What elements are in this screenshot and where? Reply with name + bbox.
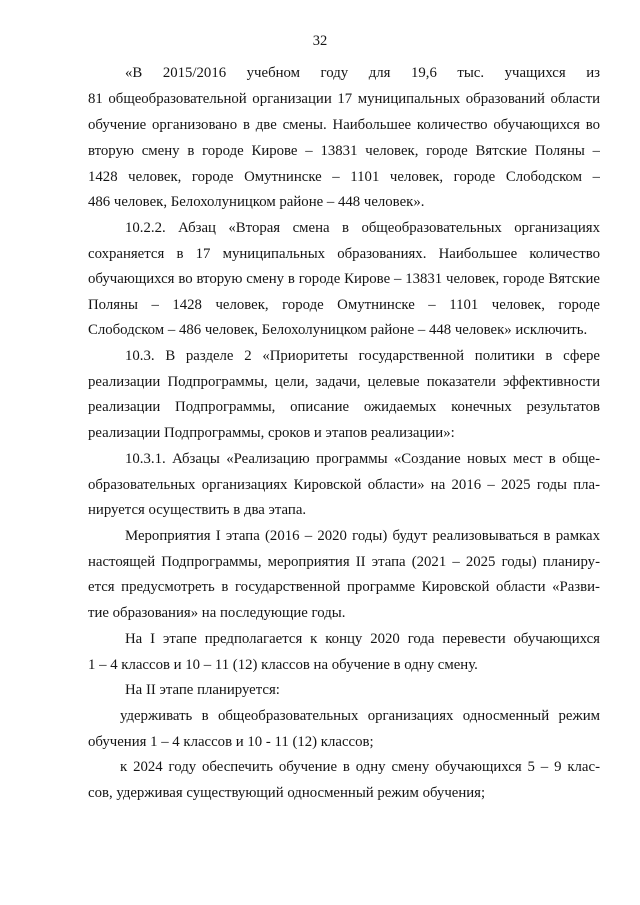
text-line: обучающихся во вторую смену в городе Кирове – 13831 человек, городе Вятские [88, 271, 600, 287]
text-line: к 2024 году обеспечить обучение в одну смену обучающихся 5 – 9 клас- [120, 759, 600, 775]
text-line: реализации Подпрограммы, цели, задачи, целевые показатели эффективности [88, 374, 600, 390]
text-line: ется предусмотреть в государственной программе Кировской области «Разви- [88, 579, 600, 595]
text-line: обучение организовано в две смены. Наибольшее количество обучающихся во [88, 117, 600, 133]
text-line: 486 человек, Белохолуницком районе – 448 человек». [88, 194, 425, 210]
text-line: реализации Подпрограммы, описание ожидаемых конечных результатов [88, 399, 600, 415]
text-line: 10.2.2. Абзац «Вторая смена в общеобразовательных организациях [125, 220, 600, 236]
text-line: реализации Подпрограммы, сроков и этапов реализации»: [88, 425, 455, 441]
text-line: настоящей Подпрограммы, мероприятия II этапа (2021 – 2025 годы) планиру- [88, 554, 600, 570]
text-line: 10.3. В разделе 2 «Приоритеты государственной политики в сфере [125, 348, 600, 364]
text-line: сов, удерживая существующий односменный режим обучения; [88, 785, 486, 801]
text-line: 1 – 4 классов и 10 – 11 (12) классов на обучение в одну смену. [88, 657, 478, 673]
text-line: образовательных организациях Кировской области» на 2016 – 2025 годы пла- [88, 477, 600, 493]
text-line: обучения 1 – 4 классов и 10 - 11 (12) классов; [88, 734, 374, 750]
text-line: нируется осуществить в два этапа. [88, 502, 307, 518]
text-line: «В 2015/2016 учебном году для 19,6 тыс. учащихся из [125, 65, 600, 81]
text-line: 10.3.1. Абзацы «Реализацию программы «Создание новых мест в обще- [125, 451, 600, 467]
text-line: удерживать в общеобразовательных организациях односменный режим [120, 708, 600, 724]
text-line: Слободском – 486 человек, Белохолуницком районе – 448 человек» исключить. [88, 322, 588, 338]
text-line: Поляны – 1428 человек, городе Омутнинске – 1101 человек, городе [88, 297, 600, 313]
text-line: тие образования» на последующие годы. [88, 605, 346, 621]
text-line: вторую смену в городе Кирове – 13831 человек, городе Вятские Поляны – [88, 143, 600, 159]
text-line: На I этапе предполагается к концу 2020 года перевести обучающихся [125, 631, 600, 647]
text-line: На II этапе планируется: [125, 682, 280, 698]
text-line: 1428 человек, городе Омутнинске – 1101 человек, городе Слободском – [88, 169, 600, 185]
text-line: сохраняется в 17 муниципальных образованиях. Наибольшее количество [88, 246, 600, 262]
text-line: 81 общеобразовательной организации 17 муниципальных образований области [88, 91, 600, 107]
text-line: Мероприятия I этапа (2016 – 2020 годы) будут реализовываться в рамках [125, 528, 600, 544]
page-number: 32 [312, 33, 328, 49]
